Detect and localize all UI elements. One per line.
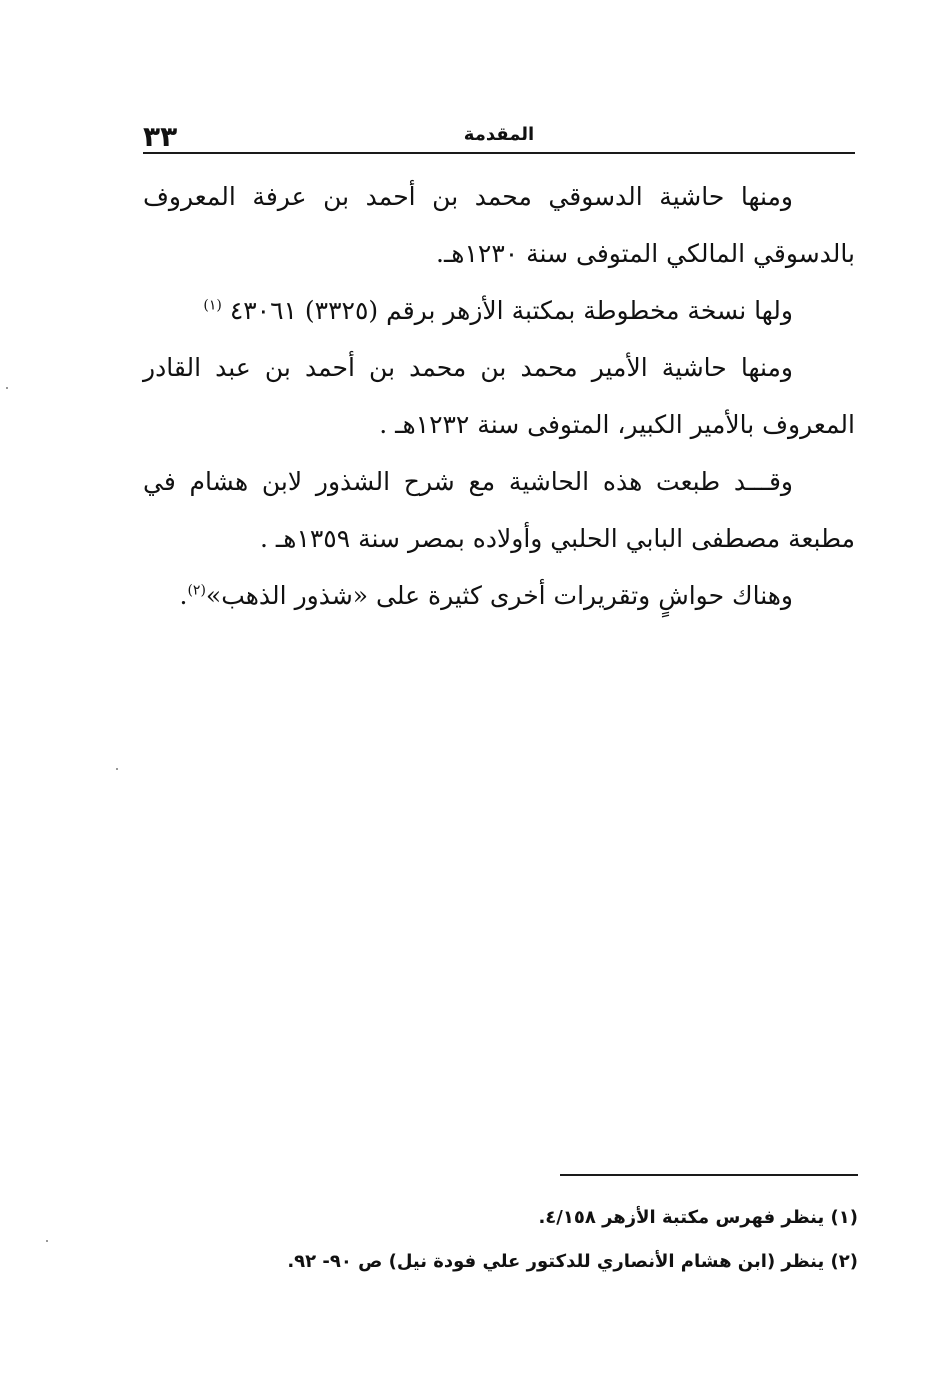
page-number: ٣٣ [143,120,178,153]
footnotes [200,1196,858,1284]
sentence-end: . [179,581,188,610]
footnote-reference: (١) [203,297,222,314]
paragraph-text: وهناك حواشٍ وتقريرات أخرى كثيرة على «شذور الذهب» [205,581,793,610]
footnote-separator [560,1174,858,1176]
page-header [143,118,855,154]
running-title: المقدمة [463,124,535,145]
scan-speck [116,768,118,770]
footnote: (٢) ينظر (ابن هشام الأنصاري للدكتور علي فودة نيل) ص ٩٠- ٩٢. [287,1251,858,1272]
paragraph [143,567,855,624]
footnote-reference: (٢) [187,582,206,599]
main-text [143,168,855,624]
paragraph: ومنها حاشية الدسوقي محمد بن أحمد بن عرفة المعروف بالدسوقي المالكي المتوفى سنة ١٢٣٠هـ. [143,182,855,268]
paragraph: ومنها حاشية الأمير محمد بن محمد بن أحمد بن عبد القادر المعروف بالأمير الكبير، المتوفى سنة ١٢٣٢هـ . [143,353,855,439]
paragraph [143,282,855,339]
scan-speck [46,1240,48,1242]
footnote: (١) ينظر فهرس مكتبة الأزهر ٤/١٥٨. [538,1207,858,1228]
paragraph: وقـــد طبعت هذه الحاشية مع شرح الشذور لابن هشام في مطبعة مصطفى البابي الحلبي وأولاده بمصر سنة ١٣٥٩هـ . [143,467,855,553]
scan-speck [6,387,8,389]
paragraph-text: ولها نسخة مخطوطة بمكتبة الأزهر برقم (٣٣٢٥) ٤٣٠٦١ [229,296,793,325]
